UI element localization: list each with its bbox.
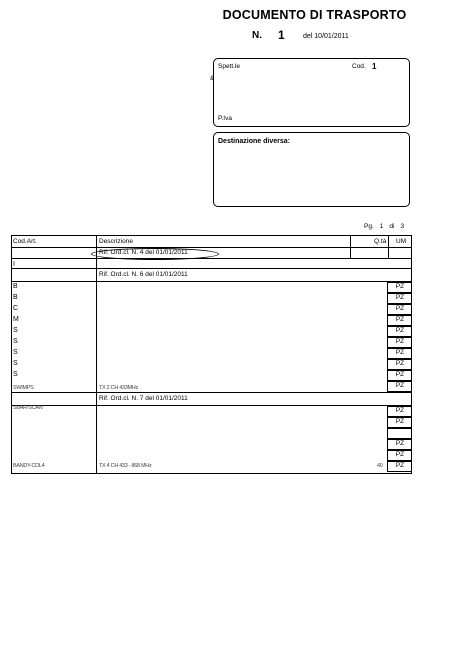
header-qty: Q.tà (374, 238, 387, 245)
table-row (12, 348, 411, 359)
item-um: PZ (395, 316, 405, 323)
table-row (12, 461, 411, 472)
item-description: TX 2 CH 433MHz (99, 385, 138, 391)
cod-label: Cod. (352, 63, 366, 70)
page-total: 3 (400, 223, 405, 230)
group1-code: I (13, 261, 15, 268)
pg-label: Pg. (364, 223, 374, 230)
document-number: 1 (278, 28, 285, 42)
table-row (12, 304, 411, 315)
item-um: PZ (395, 462, 405, 469)
item-um: PZ (395, 327, 405, 334)
table-row (12, 337, 411, 348)
header-divider (12, 247, 411, 248)
margin-mark: & (210, 76, 215, 82)
table-row (12, 381, 411, 392)
um-cell (387, 428, 412, 439)
item-um: PZ (395, 371, 405, 378)
table-row (12, 315, 411, 326)
items-table (11, 235, 412, 474)
item-description: TX 4 CH 433 - 868 MHz (99, 463, 152, 469)
item-um: PZ (395, 294, 405, 301)
row-divider (12, 258, 411, 259)
row-divider (12, 392, 411, 393)
table-row (12, 450, 411, 461)
table-row (12, 359, 411, 370)
table-row (12, 439, 411, 450)
recipient-box (213, 58, 410, 127)
item-code: S (13, 327, 18, 334)
item-um: PZ (395, 418, 405, 425)
order-reference-2: Rif. Ord.cl. N. 6 del 01/01/2011 (99, 271, 188, 278)
item-code: SWIMPS (13, 385, 34, 391)
table-row (12, 326, 411, 337)
item-code: M (13, 316, 19, 323)
item-um: PZ (395, 382, 405, 389)
piva-label: P.Iva (218, 115, 232, 122)
item-code: S (13, 338, 18, 345)
order-reference-3: Rif. Ord.cl. N. 7 del 01/01/2011 (99, 395, 188, 402)
document-title: DOCUMENTO DI TRASPORTO (222, 8, 407, 22)
header-description: Descrizione (99, 238, 133, 245)
cod-value: 1 (372, 62, 377, 71)
item-code: C (13, 305, 19, 312)
item-um: PZ (395, 283, 405, 290)
destination-label: Destinazione diversa: (218, 138, 290, 145)
table-row (12, 417, 411, 428)
item-code: S (13, 360, 18, 367)
document-date: del 10/01/2011 (303, 33, 349, 40)
item-code: SBAR-SCAN (13, 405, 43, 411)
table-row (12, 293, 411, 304)
table-row (12, 428, 411, 439)
item-um: PZ (395, 360, 405, 367)
di-label: di (389, 223, 395, 230)
table-row (12, 406, 411, 417)
header-um: UM (396, 238, 407, 245)
pagination (364, 223, 410, 230)
row-divider (12, 268, 411, 269)
item-code: BANDY-CDL4 (13, 463, 45, 469)
item-um: PZ (395, 305, 405, 312)
item-um: PZ (395, 451, 405, 458)
item-um: PZ (395, 338, 405, 345)
page-current: 1 (379, 223, 384, 230)
order-reference-1: Rif. Ord.cl. N. 4 del 01/01/2011 (99, 249, 188, 256)
item-code: B (13, 294, 18, 301)
destination-box (213, 132, 410, 207)
table-row (12, 370, 411, 381)
spett-label: Spett.le (218, 63, 241, 70)
item-um: PZ (395, 407, 405, 414)
item-um: PZ (395, 440, 405, 447)
item-code: S (13, 349, 18, 356)
item-code: S (13, 371, 18, 378)
header-code: Cod.Art. (13, 238, 37, 245)
table-row (12, 282, 411, 293)
item-um: PZ (395, 349, 405, 356)
item-qty: 40 (377, 463, 383, 469)
number-label: N. (252, 30, 262, 41)
item-code: B (13, 283, 18, 290)
